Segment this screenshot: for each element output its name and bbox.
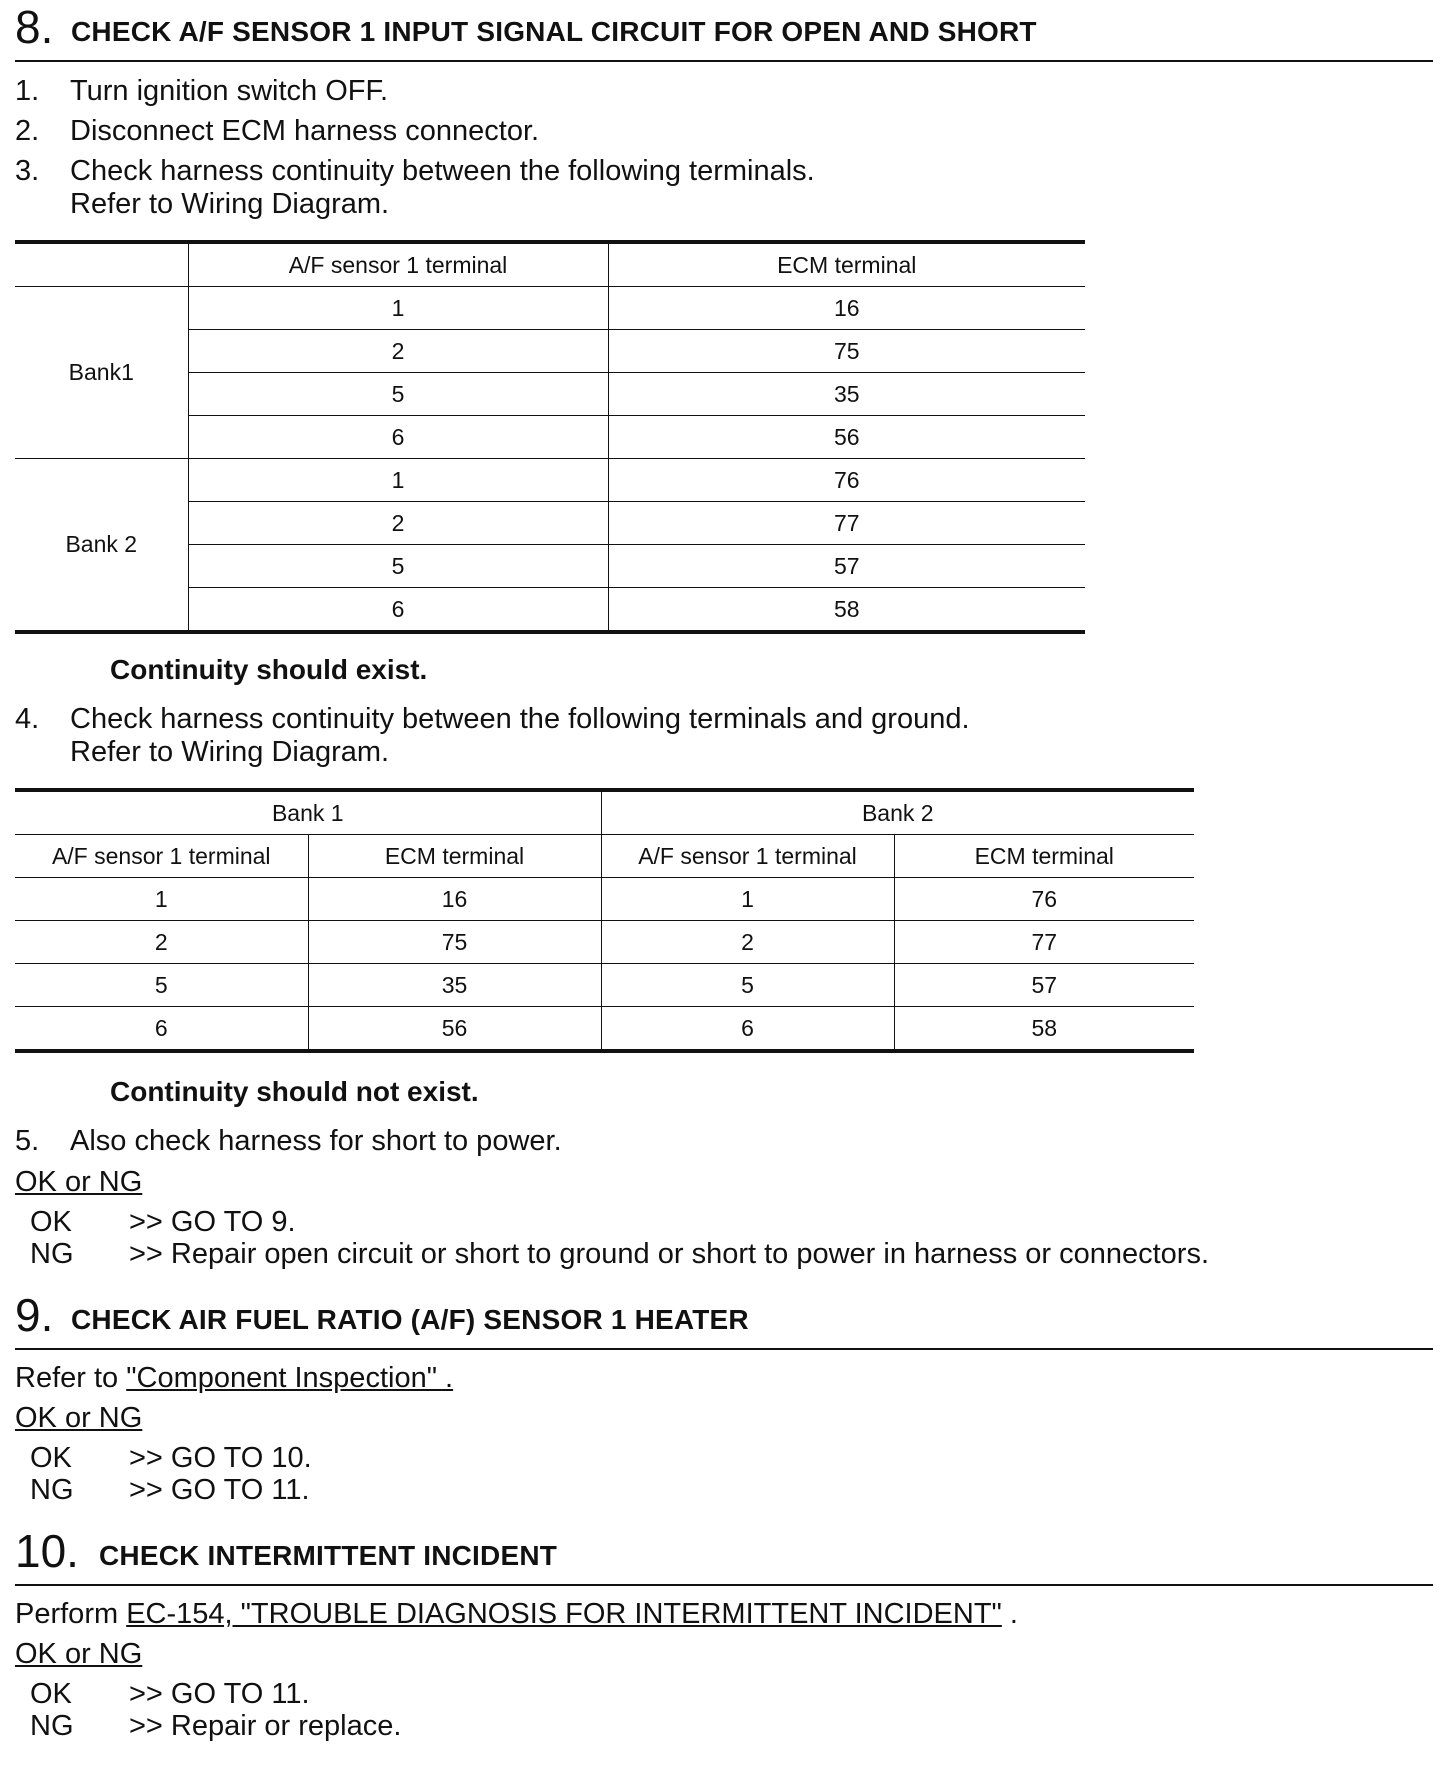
table2-header-af: A/F sensor 1 terminal [15,835,308,878]
table1-cell: 6 [188,416,608,459]
table2-header-ecm: ECM terminal [308,835,601,878]
table2-bank2-header: Bank 2 [601,790,1194,835]
table1-cell: 1 [188,287,608,330]
table1-cell: 1 [188,459,608,502]
step-8-title: CHECK A/F SENSOR 1 INPUT SIGNAL CIRCUIT FOR OPEN AND SHORT [71,16,1037,47]
table1-cell: 2 [188,330,608,373]
table2-cell: 16 [308,878,601,921]
table2-cell: 2 [601,921,894,964]
table2-cell: 77 [894,921,1194,964]
table1-cell: 5 [188,373,608,416]
table2-cell: 1 [15,878,308,921]
table1-cell: 75 [608,330,1085,373]
table1-corner [15,242,188,287]
table2-cell: 75 [308,921,601,964]
step-9-title: CHECK AIR FUEL RATIO (A/F) SENSOR 1 HEATER [71,1304,749,1335]
step10-ok-ng-label: OK or NG [15,1638,143,1670]
table2-cell: 2 [15,921,308,964]
table2-header-ecm: ECM terminal [894,835,1194,878]
step9-ok-ng-label: OK or NG [15,1402,143,1434]
step-10-number: 10. [15,1525,79,1577]
table1-cell: 6 [188,588,608,633]
table1-cell: 77 [608,502,1085,545]
table1-cell: 35 [608,373,1085,416]
table2-cell: 1 [601,878,894,921]
component-inspection-link[interactable]: "Component Inspection" . [126,1362,454,1394]
table2-cell: 58 [894,1007,1194,1052]
step-8-number: 8. [15,1,54,53]
step9-refer: Refer to "Component Inspection" . [15,1362,454,1394]
table1-header-ecm: ECM terminal [608,242,1085,287]
table2-cell: 76 [894,878,1194,921]
continuity-exist-note: Continuity should exist. [110,654,428,685]
step-9-number: 9. [15,1289,54,1341]
continuity-table [15,240,1085,634]
table1-cell: 58 [608,588,1085,633]
step10-perform: Perform EC-154, "TROUBLE DIAGNOSIS FOR INTERMITTENT INCIDENT" . [15,1598,1018,1630]
table2-cell: 35 [308,964,601,1007]
ground-continuity-table [15,788,1194,1053]
step-8-header [15,0,1433,62]
table2-cell: 5 [15,964,308,1007]
table2-bank1-header: Bank 1 [15,790,601,835]
step-10-header [15,1524,1433,1586]
table2-header-af: A/F sensor 1 terminal [601,835,894,878]
step-9-header [15,1288,1433,1350]
table2-cell: 57 [894,964,1194,1007]
table1-header-af: A/F sensor 1 terminal [188,242,608,287]
table1-bank-label: Bank 2 [15,459,188,633]
table2-cell: 6 [15,1007,308,1052]
table1-cell: 2 [188,502,608,545]
step-10-title: CHECK INTERMITTENT INCIDENT [99,1540,558,1571]
table1-cell: 57 [608,545,1085,588]
intermittent-incident-link[interactable]: EC-154, "TROUBLE DIAGNOSIS FOR INTERMITTENT INCIDENT" [126,1598,1002,1630]
continuity-not-exist-note: Continuity should not exist. [110,1076,479,1107]
step8-ok-ng-label: OK or NG [15,1166,143,1198]
table2-cell: 5 [601,964,894,1007]
table1-bank-label: Bank1 [15,287,188,459]
table2-cell: 6 [601,1007,894,1052]
table1-cell: 76 [608,459,1085,502]
table1-cell: 16 [608,287,1085,330]
table1-cell: 5 [188,545,608,588]
table2-cell: 56 [308,1007,601,1052]
table1-cell: 56 [608,416,1085,459]
